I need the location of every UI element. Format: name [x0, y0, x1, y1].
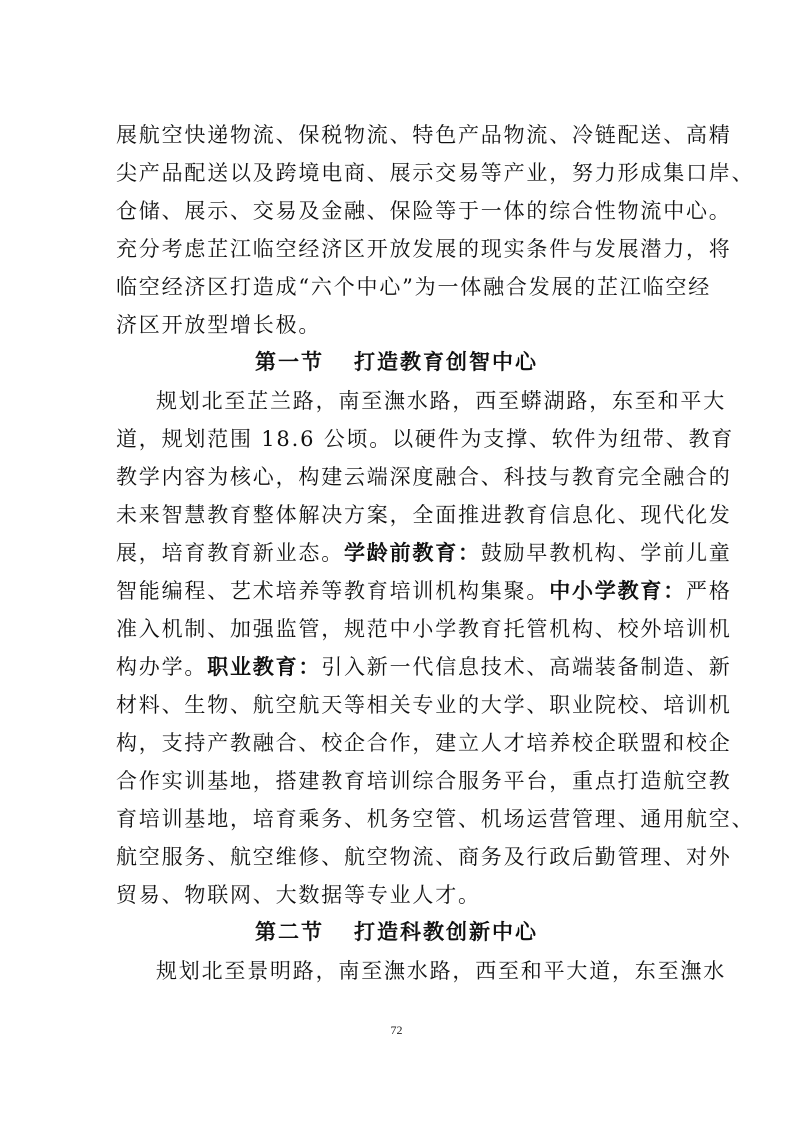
body-line: 规划北至芷兰路，南至潕水路，西至蟒湖路，东至和平大	[156, 389, 726, 413]
body-line: 育培训基地，培育乘务、机务空管、机场运营管理、通用航空、	[116, 807, 755, 831]
body-line: 构，支持产教融合、校企合作，建立人才培养校企联盟和校企	[116, 731, 732, 755]
body-text: 展，培育教育新业态。	[116, 541, 344, 565]
body-line: 材料、生物、航空航天等相关专业的大学、职业院校、培训机	[116, 693, 732, 717]
section-title: 打造教育创智中心	[354, 350, 538, 374]
body-line: 未来智慧教育整体解决方案，全面推进教育信息化、现代化发	[116, 503, 732, 527]
intro-line: 临空经济区打造成“六个中心”为一体融合发展的芷江临空经	[116, 275, 712, 299]
bold-term: 中小学教育：	[549, 579, 687, 603]
body-text: 严格	[686, 579, 732, 603]
body-line: 合作实训基地，搭建教育培训综合服务平台，重点打造航空教	[116, 769, 732, 793]
bold-term: 学龄前教育：	[344, 541, 481, 565]
section-title: 打造科教创新中心	[354, 920, 538, 944]
body-line: 准入机制、加强监管，规范中小学教育托管机构、校外培训机	[116, 617, 732, 641]
intro-line: 仓储、展示、交易及金融、保险等于一体的综合性物流中心。	[116, 199, 732, 223]
page-number: 72	[390, 1023, 403, 1037]
body-line	[116, 576, 732, 606]
body-line	[116, 652, 732, 682]
body-text: 引入新一代信息技术、高端装备制造、新	[321, 655, 732, 679]
body-line: 航空服务、航空维修、航空物流、商务及行政后勤管理、对外	[116, 845, 732, 869]
section-number: 第一节	[255, 350, 324, 374]
section-heading	[0, 917, 793, 947]
intro-line: 济区开放型增长极。	[116, 313, 322, 337]
body-line: 贸易、物联网、大数据等专业人才。	[116, 883, 481, 907]
body-line	[116, 538, 732, 568]
body-text: 智能编程、艺术培养等教育培训机构集聚。	[116, 579, 550, 603]
intro-line: 充分考虑芷江临空经济区开放发展的现实条件与发展潜力，将	[116, 237, 732, 261]
intro-line: 尖产品配送以及跨境电商、展示交易等产业，努力形成集口岸、	[116, 161, 755, 185]
body-text: 鼓励早教机构、学前儿童	[480, 541, 732, 565]
body-text: 构办学。	[116, 655, 208, 679]
section-heading	[0, 347, 793, 377]
body-line: 教学内容为核心，构建云端深度融合、科技与教育完全融合的	[116, 465, 732, 489]
intro-line: 展航空快递物流、保税物流、特色产品物流、冷链配送、高精	[116, 123, 732, 147]
body-line: 规划北至景明路，南至潕水路，西至和平大道，东至潕水	[156, 959, 726, 983]
body-line: 道，规划范围 18.6 公顷。以硬件为支撑、软件为纽带、教育	[116, 427, 735, 451]
bold-term: 职业教育：	[207, 655, 322, 679]
section-number: 第二节	[255, 920, 324, 944]
